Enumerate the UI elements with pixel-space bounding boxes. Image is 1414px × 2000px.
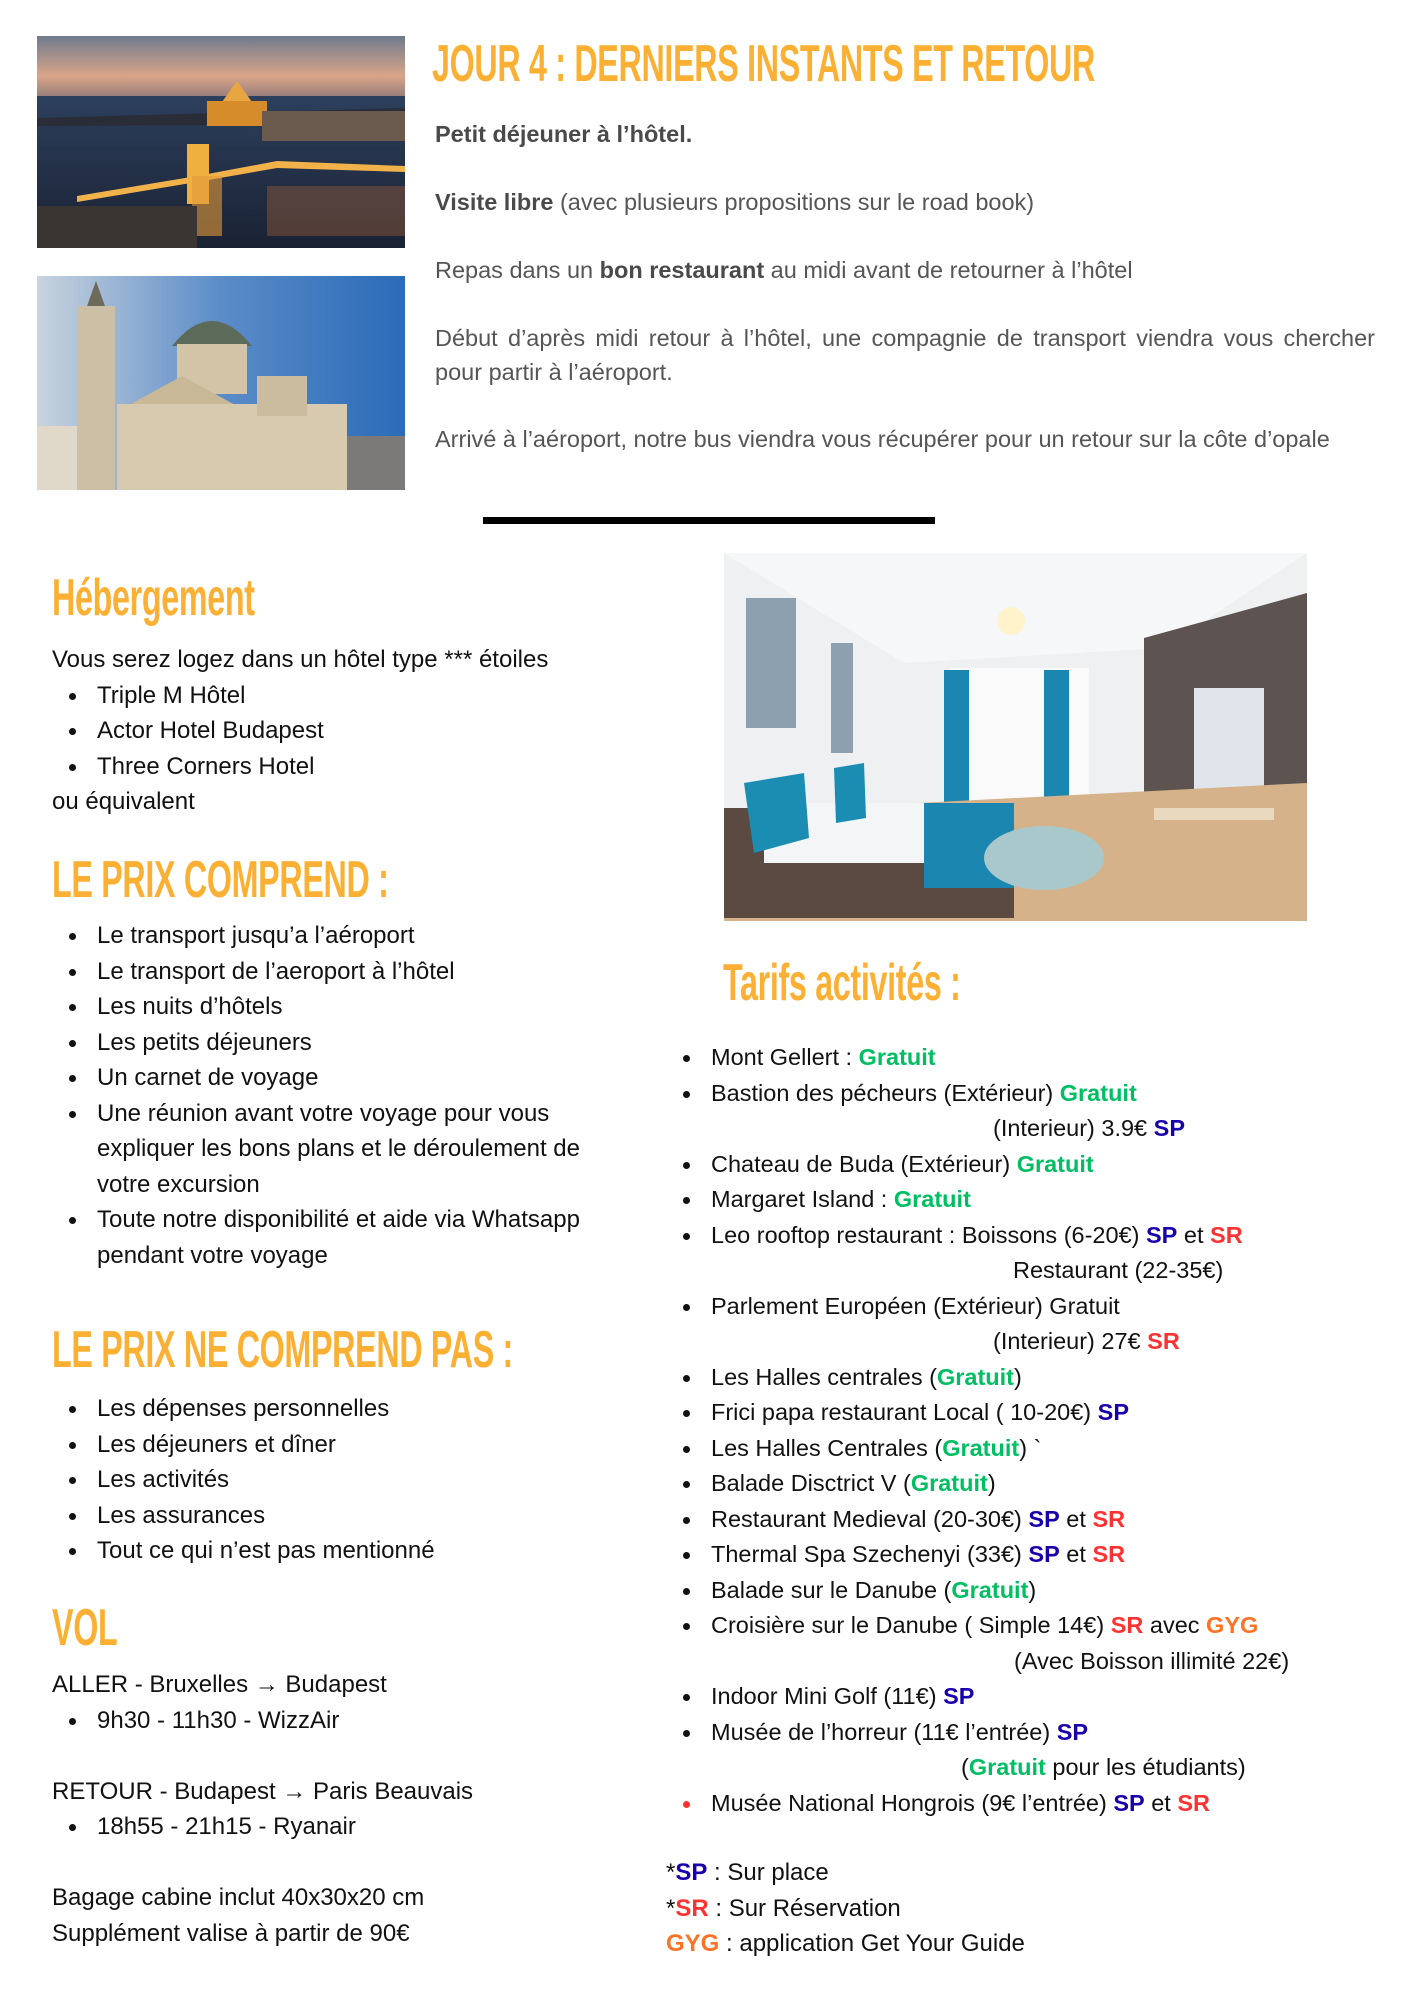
legend-asterisk: * <box>666 1859 676 1886</box>
sp-tag: SP <box>1028 1541 1060 1567</box>
hebergement-outro: ou équivalent <box>52 788 195 815</box>
sr-tag: SR <box>1177 1789 1210 1816</box>
excluded-item: Les activités <box>52 1462 612 1498</box>
legend-sp-text: : Sur place <box>707 1859 829 1886</box>
legend-sp <box>666 1855 1266 1891</box>
tarif-close: ) <box>1028 1576 1037 1603</box>
tarif-item-margaret-island <box>666 1182 1406 1218</box>
sp-tag: SP <box>1146 1221 1178 1248</box>
hebergement-block <box>52 642 672 820</box>
gratuit-tag: Gratuit <box>968 1754 1046 1780</box>
hotel-room-photo <box>724 553 1307 921</box>
tarif-item-musee-national <box>666 1786 1406 1822</box>
tarif-item-frici-papa <box>666 1395 1406 1431</box>
legend <box>666 1855 1266 1962</box>
tarif-item-bastion <box>666 1076 1406 1147</box>
tarif-name: Margaret Island : <box>711 1186 894 1212</box>
sr-code: SR <box>675 1894 709 1922</box>
included-item: Un carnet de voyage <box>52 1060 612 1096</box>
et-text: et <box>1177 1221 1211 1248</box>
tarif-subline-open: ( <box>961 1754 969 1780</box>
hotel-list <box>52 678 672 785</box>
included-item: Toute notre disponibilité et aide via Whatsapp pendant votre voyage <box>52 1202 612 1273</box>
tarif-name: Les Halles centrales ( <box>711 1363 937 1390</box>
tarif-subline-text: pour les étudiants) <box>1045 1754 1246 1780</box>
budapest-night-photo <box>37 36 405 248</box>
tarif-item-mont-gellert <box>666 1040 1406 1076</box>
sr-tag: SR <box>1147 1328 1180 1354</box>
tarif-name: Indoor Mini Golf (11€) <box>711 1683 944 1709</box>
excluded-title: LE PRIX NE COMPREND PAS : <box>52 1321 513 1379</box>
tarif-name: Chateau de Buda (Extérieur) <box>711 1150 1017 1177</box>
sr-tag: SR <box>1092 1505 1126 1532</box>
vol-bagage: Bagage cabine inclut 40x30x20 cm <box>52 1884 425 1911</box>
sp-tag: SP <box>1097 1399 1129 1425</box>
gratuit-tag: Gratuit <box>936 1363 1014 1390</box>
sr-tag: SR <box>1210 1221 1243 1248</box>
day-breakfast-text: Petit déjeuner à l’hôtel. <box>435 121 693 147</box>
hotel-item: Actor Hotel Budapest <box>52 713 672 749</box>
legend-asterisk: * <box>666 1894 676 1922</box>
included-item: Le transport de l’aeroport à l’hôtel <box>52 954 612 990</box>
et-text: et <box>1144 1789 1178 1816</box>
vol-retour-flight: 18h55 - 21h15 - Ryanair <box>52 1809 652 1845</box>
tarif-name: Balade Disctrict V ( <box>711 1470 911 1496</box>
vol-aller-flight: 9h30 - 11h30 - WizzAir <box>52 1703 652 1739</box>
included-title: LE PRIX COMPREND : <box>52 851 389 909</box>
tarif-item-leo-rooftop <box>666 1218 1406 1289</box>
tarif-name: Bastion des pécheurs (Extérieur) <box>711 1079 1060 1106</box>
included-list <box>52 918 612 1273</box>
vol-retour-list <box>52 1809 652 1845</box>
tarif-close: ) <box>987 1470 996 1496</box>
tarif-subline <box>711 1111 1406 1147</box>
hotel-item: Three Corners Hotel <box>52 749 672 785</box>
tarifs-list <box>666 1040 1406 1821</box>
tarif-item-parlement <box>666 1289 1406 1360</box>
tarifs-title: Tarifs activités : <box>723 954 961 1012</box>
day-afternoon: Début d’après midi retour à l’hôtel, une compagnie de transport viendra vous chercher pour partir à l’aéroport. <box>435 325 1375 385</box>
tarif-subline <box>711 1750 1406 1786</box>
excluded-item: Les dépenses personnelles <box>52 1391 612 1427</box>
vol-aller-list <box>52 1703 652 1739</box>
tarif-subline-text: (Interieur) 3.9€ <box>993 1115 1154 1141</box>
gratuit-tag: Gratuit <box>942 1434 1020 1461</box>
tarif-item-croisiere-danube <box>666 1608 1406 1679</box>
included-item: Une réunion avant votre voyage pour vous expliquer les bons plans et le déroulement de votre excursion <box>52 1096 612 1203</box>
vol-block <box>52 1667 652 1951</box>
day-free-visit <box>435 185 1375 219</box>
excluded-item: Les assurances <box>52 1498 612 1534</box>
tarif-item-thermal-spa <box>666 1537 1406 1573</box>
tarif-name: Thermal Spa Szechenyi (33€) <box>711 1541 1029 1567</box>
day-title: JOUR 4 : DERNIERS INSTANTS ET RETOUR <box>432 35 1095 93</box>
sr-tag: SR <box>1092 1541 1126 1567</box>
tarif-close: ) <box>1014 1363 1022 1390</box>
tarif-name: Mont Gellert : <box>711 1044 859 1070</box>
tarif-item-musee-horreur <box>666 1715 1406 1786</box>
vol-supplement: Supplément valise à partir de 90€ <box>52 1919 410 1947</box>
included-item: Le transport jusqu’a l’aéroport <box>52 918 612 954</box>
hebergement-title: Hébergement <box>52 569 255 627</box>
tarif-subline: Restaurant (22-35€) <box>1013 1257 1224 1283</box>
tarif-item-halles-centrales <box>666 1360 1406 1396</box>
hotel-item: Triple M Hôtel <box>52 678 672 714</box>
tarif-item-restaurant-medieval <box>666 1502 1406 1538</box>
gratuit-tag: Gratuit <box>858 1044 936 1070</box>
tarif-subline <box>711 1324 1406 1360</box>
legend-sr <box>666 1891 1266 1927</box>
sp-tag: SP <box>943 1683 975 1709</box>
sp-tag: SP <box>1056 1718 1089 1745</box>
day-lunch-end: au midi avant de retourner à l’hôtel <box>764 257 1133 283</box>
tarif-subline: (Avec Boisson illimité 22€) <box>1014 1647 1290 1674</box>
day-breakfast <box>435 117 1375 151</box>
vol-retour: RETOUR - Budapest → Paris Beauvais <box>52 1777 474 1805</box>
legend-gyg-text: : application Get Your Guide <box>719 1930 1025 1957</box>
tarif-name: Les Halles Centrales ( <box>711 1434 943 1461</box>
tarif-name: Musée National Hongrois (9€ l’entrée) <box>711 1789 1114 1816</box>
day-arrival: Arrivé à l’aéroport, notre bus viendra vous récupérer pour un retour sur la côte d’opale <box>435 426 1330 452</box>
tarif-name: Leo rooftop restaurant : Boissons (6-20€) <box>711 1221 1146 1248</box>
gratuit-tag: Gratuit <box>1016 1150 1094 1177</box>
et-text: et <box>1059 1541 1093 1567</box>
avec-text: avec <box>1143 1612 1207 1638</box>
day-lunch <box>435 253 1375 287</box>
sp-tag: SP <box>1153 1115 1186 1141</box>
gratuit-tag: Gratuit <box>893 1186 971 1212</box>
vol-title: VOL <box>52 1599 118 1657</box>
tarif-item-district-v <box>666 1466 1406 1502</box>
tarif-name: Balade sur le Danube ( <box>711 1576 952 1603</box>
day-lunch-bold: bon restaurant <box>599 257 765 283</box>
tarif-item-chateau-buda <box>666 1147 1406 1183</box>
day-lunch-start: Repas dans un <box>435 257 600 283</box>
day-free-visit-bold: Visite libre <box>435 189 554 215</box>
excluded-item: Tout ce qui n’est pas mentionné <box>52 1533 612 1569</box>
tarif-name: Parlement Européen (Extérieur) Gratuit <box>711 1292 1120 1319</box>
excluded-item: Les déjeuners et dîner <box>52 1427 612 1463</box>
legend-gyg <box>666 1926 1266 1962</box>
sp-code: SP <box>675 1859 708 1886</box>
gratuit-tag: Gratuit <box>951 1576 1029 1603</box>
sp-tag: SP <box>1113 1789 1145 1816</box>
gyg-code: GYG <box>666 1930 720 1957</box>
tarif-name: Musée de l’horreur (11€ l’entrée) <box>711 1718 1057 1745</box>
tarif-item-mini-golf <box>666 1679 1406 1715</box>
sr-tag: SR <box>1110 1612 1144 1638</box>
tarif-name: Croisière sur le Danube ( Simple 14€) <box>711 1612 1111 1638</box>
tarif-name: Restaurant Medieval (20-30€) <box>711 1505 1029 1532</box>
spacer <box>52 1845 652 1881</box>
et-text: et <box>1059 1505 1093 1532</box>
gyg-tag: GYG <box>1206 1612 1259 1638</box>
gratuit-tag: Gratuit <box>910 1470 988 1496</box>
tarif-name: Frici papa restaurant Local ( 10-20€) <box>711 1399 1098 1425</box>
sp-tag: SP <box>1028 1505 1060 1532</box>
legend-sr-text: : Sur Réservation <box>708 1894 901 1922</box>
included-item: Les petits déjeuners <box>52 1025 612 1061</box>
day-free-visit-text: (avec plusieurs propositions sur le road book) <box>553 189 1035 215</box>
section-divider <box>483 517 935 524</box>
tarif-item-balade-danube <box>666 1573 1406 1609</box>
hebergement-intro: Vous serez logez dans un hôtel type *** étoiles <box>52 646 549 673</box>
included-item: Les nuits d’hôtels <box>52 989 612 1025</box>
tarif-subline-text: (Interieur) 27€ <box>993 1328 1148 1354</box>
tarif-close: ) ` <box>1019 1434 1042 1461</box>
spacer <box>52 1738 652 1774</box>
basilica-photo <box>37 276 405 490</box>
tarif-item-halles-centrales-2 <box>666 1431 1406 1467</box>
vol-aller: ALLER - Bruxelles → Budapest <box>52 1671 387 1698</box>
gratuit-tag: Gratuit <box>1059 1079 1137 1106</box>
excluded-list <box>52 1391 612 1569</box>
